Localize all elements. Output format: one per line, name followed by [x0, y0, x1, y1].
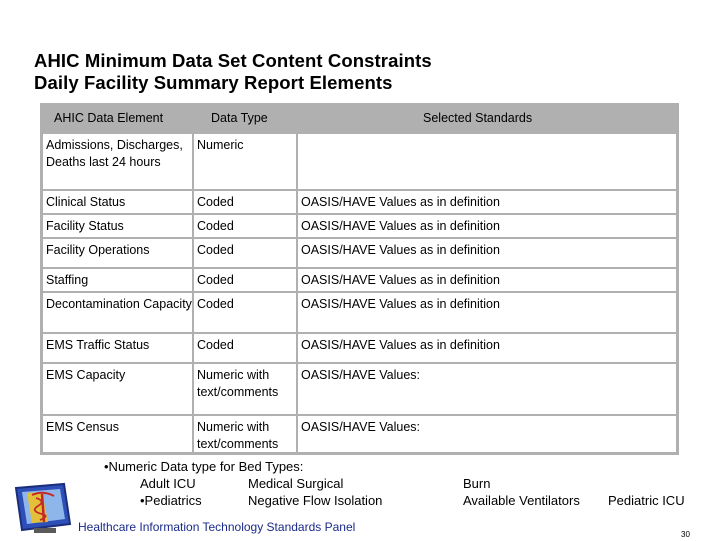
cell-element-row-2: Facility Status	[43, 215, 192, 237]
cell-standard-row-4: OASIS/HAVE Values as in definition	[298, 269, 676, 291]
cell-element-row-0: Admissions, Discharges, Deaths last 24 hours	[43, 134, 192, 189]
footer-org: Healthcare Information Technology Standards Panel	[78, 520, 356, 534]
header-selected-standards: Selected Standards	[423, 111, 533, 125]
cell-element-row-5: Decontamination Capacity	[43, 293, 192, 332]
cell-standard-row-3: OASIS/HAVE Values as in definition	[298, 239, 676, 267]
cell-type-row-6: Coded	[194, 334, 296, 362]
cell-standard-row-0	[298, 134, 676, 189]
cell-type-row-1: Coded	[194, 191, 296, 213]
data-elements-table	[40, 103, 679, 455]
cell-standard-row-5: OASIS/HAVE Values as in definition	[298, 293, 676, 332]
cell-element-row-7: EMS Capacity	[43, 364, 192, 414]
bed-type-negative-flow: Negative Flow Isolation	[248, 493, 383, 508]
bed-type-pediatrics: •Pediatrics	[140, 493, 202, 508]
cell-element-row-1: Clinical Status	[43, 191, 192, 213]
cell-element-row-8: EMS Census	[43, 416, 192, 452]
bed-type-ventilators: Available Ventilators	[463, 493, 580, 508]
cell-element-row-6: EMS Traffic Status	[43, 334, 192, 362]
table-header	[40, 103, 679, 133]
cell-element-row-3: Facility Operations	[43, 239, 192, 267]
header-data-element: AHIC Data Element	[54, 111, 164, 125]
cell-type-row-7: Numeric with text/comments	[194, 364, 296, 414]
cell-standard-row-8: OASIS/HAVE Values:	[298, 416, 676, 452]
cell-type-row-5: Coded	[194, 293, 296, 332]
page-number: 30	[681, 530, 690, 539]
bed-type-adult-icu: Adult ICU	[140, 476, 196, 491]
cell-standard-row-1: OASIS/HAVE Values as in definition	[298, 191, 676, 213]
cell-type-row-4: Coded	[194, 269, 296, 291]
cell-type-row-2: Coded	[194, 215, 296, 237]
cell-type-row-3: Coded	[194, 239, 296, 267]
bed-types-label: •Numeric Data type for Bed Types:	[104, 459, 304, 474]
bed-type-burn: Burn	[463, 476, 491, 491]
title-line-1: AHIC Minimum Data Set Content Constraints	[34, 50, 432, 71]
cell-element-row-4: Staffing	[43, 269, 192, 291]
bed-type-medical-surgical: Medical Surgical	[248, 476, 344, 491]
cell-standard-row-2: OASIS/HAVE Values as in definition	[298, 215, 676, 237]
bed-type-pediatric-icu: Pediatric ICU	[608, 493, 685, 508]
cell-type-row-0: Numeric	[194, 134, 296, 189]
cell-standard-row-6: OASIS/HAVE Values as in definition	[298, 334, 676, 362]
header-data-type: Data Type	[211, 111, 268, 125]
monitor-caduceus-icon	[12, 480, 76, 536]
cell-standard-row-7: OASIS/HAVE Values:	[298, 364, 676, 414]
title-line-2: Daily Facility Summary Report Elements	[34, 72, 393, 93]
cell-type-row-8: Numeric with text/comments	[194, 416, 296, 452]
slide-title	[34, 50, 432, 94]
